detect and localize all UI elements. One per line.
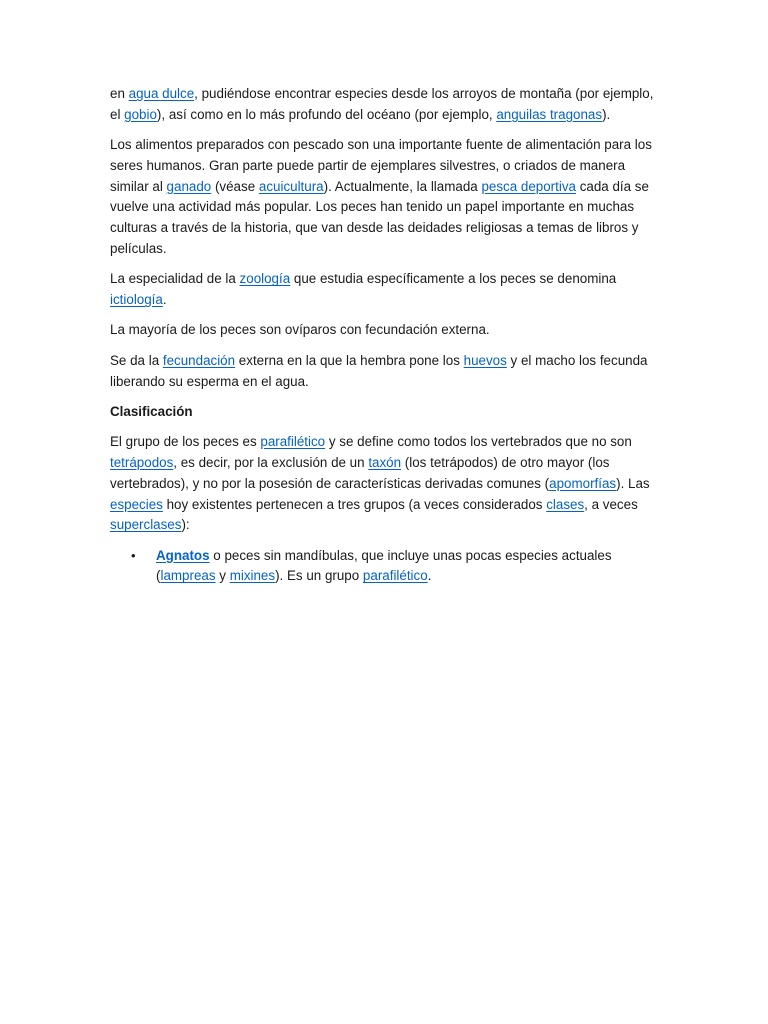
paragraph-zoologia	[110, 269, 658, 311]
bullet-list	[110, 546, 658, 588]
text-run: ).	[602, 106, 611, 122]
text-run: que estudia específicamente a los peces se denomina	[290, 271, 617, 287]
text-run: La mayoría de los peces son ovíparos con fecundación externa.	[110, 322, 490, 338]
link-pesca-deportiva[interactable]: pesca deportiva	[481, 178, 576, 194]
text-run: hoy existentes pertenecen a tres grupos (a veces considerados	[162, 496, 547, 512]
paragraph-fecundacion	[110, 351, 658, 393]
link-gobio[interactable]: gobio	[124, 106, 157, 122]
text-run: y	[215, 568, 230, 584]
text-run: ). Es un grupo	[275, 568, 363, 584]
link-clases[interactable]: clases	[546, 496, 585, 512]
text-run: o peces sin mandíbulas, que incluye unas pocas especies actuales (	[156, 547, 612, 584]
link-zoologia[interactable]: zoología	[239, 271, 291, 287]
text-run: Se da la	[110, 352, 163, 368]
text-run: .	[162, 292, 167, 308]
link-parafiletico-2[interactable]: parafilético	[362, 568, 428, 584]
link-huevos[interactable]: huevos	[463, 352, 507, 368]
link-ictiologia[interactable]: ictiología	[110, 292, 163, 308]
text-run: Los alimentos preparados con pescado son una importante fuente de alimentación para los seres humanos. Gran parte puede partir de ejemplares silvestres, o criados de manera similar al	[110, 137, 652, 194]
text-run: , es decir, por la exclusión de un	[173, 454, 369, 470]
text-run: .	[427, 568, 432, 584]
link-lampreas[interactable]: lampreas	[160, 568, 216, 584]
text-run: La especialidad de la	[110, 271, 240, 287]
link-fecundacion[interactable]: fecundación	[162, 352, 236, 368]
link-especies[interactable]: especies	[110, 496, 163, 512]
text-run: (los tetrápodos) de otro mayor (los vertebrados), y no por la posesión de características derivadas comunes (	[110, 454, 610, 491]
link-anguilas-tragonas[interactable]: anguilas tragonas	[496, 106, 603, 122]
link-superclases[interactable]: superclases	[110, 517, 182, 533]
text-run: , pudiéndose encontrar especies desde los arroyos de montaña (por ejemplo, el	[110, 86, 654, 122]
text-run: ):	[181, 517, 190, 533]
link-acuicultura[interactable]: acuicultura	[258, 178, 324, 194]
paragraph-alimentos	[110, 135, 658, 260]
link-taxon[interactable]: taxón	[368, 454, 402, 470]
bullet-icon: •	[131, 547, 136, 563]
section-heading-clasificacion: Clasificación	[110, 403, 193, 419]
list-item-agnatos	[110, 546, 658, 588]
text-run: El grupo de los peces es	[110, 434, 261, 450]
text-run: ). Las	[616, 475, 650, 491]
text-run: externa en la que la hembra pone los	[235, 352, 464, 368]
paragraph-agua-dulce	[110, 84, 658, 126]
text-run: y el macho los fecunda liberando su esperma en el agua.	[110, 352, 648, 389]
text-run: ), así como en lo más profundo del océano (por ejemplo,	[156, 106, 497, 122]
document-page	[110, 84, 658, 587]
link-parafiletico[interactable]: parafilético	[260, 434, 326, 450]
link-ganado[interactable]: ganado	[166, 178, 212, 194]
text-run: (véase	[211, 178, 259, 194]
link-tetrapodos[interactable]: tetrápodos	[110, 454, 174, 470]
link-mixines[interactable]: mixines	[229, 568, 276, 584]
link-agnatos[interactable]: Agnatos	[156, 547, 210, 563]
text-run: en	[110, 86, 129, 101]
link-agua-dulce[interactable]: agua dulce	[128, 86, 195, 101]
text-run: ). Actualmente, la llamada	[323, 178, 482, 194]
text-run: y se define como todos los vertebrados que no son	[325, 434, 632, 450]
text-run: , a veces	[584, 496, 638, 512]
link-apomorfias[interactable]: apomorfías	[549, 475, 617, 491]
paragraph-grupo-peces	[110, 432, 658, 536]
text-run: cada día se vuelve una actividad más popular. Los peces han tenido un papel importante en muchas culturas a través de la historia, que van desde las deidades religiosas a temas de libros y películas.	[110, 178, 649, 257]
paragraph-oviparos	[110, 320, 658, 341]
